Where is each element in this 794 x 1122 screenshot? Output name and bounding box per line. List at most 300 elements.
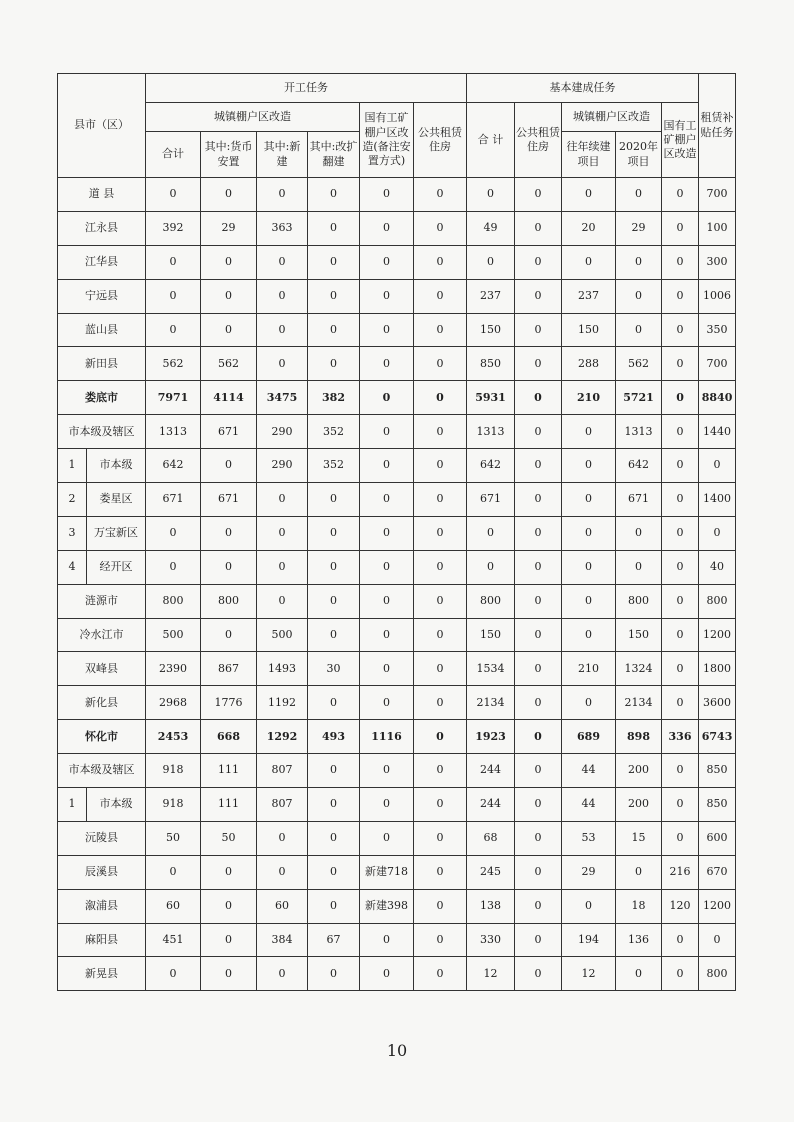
table-cell: 0	[662, 584, 699, 618]
table-cell: 0	[308, 957, 360, 991]
table-cell: 100	[699, 211, 736, 245]
table-cell: 0	[662, 652, 699, 686]
table-body	[58, 178, 736, 991]
table-cell: 0	[201, 516, 257, 550]
table-cell: 0	[308, 550, 360, 584]
table-row	[58, 178, 736, 212]
table-cell: 2134	[467, 686, 515, 720]
row-name: 沅陵县	[58, 821, 146, 855]
table-cell: 0	[662, 516, 699, 550]
table-cell: 0	[515, 178, 562, 212]
table-cell: 800	[616, 584, 662, 618]
table-cell: 0	[414, 211, 467, 245]
table-row	[58, 788, 736, 822]
row-name: 市本级	[87, 788, 146, 822]
table-row	[58, 652, 736, 686]
table-cell: 0	[562, 550, 616, 584]
table-cell: 0	[257, 550, 308, 584]
table-cell: 0	[414, 618, 467, 652]
table-cell: 200	[616, 788, 662, 822]
table-cell: 0	[360, 347, 414, 381]
table-cell: 12	[467, 957, 515, 991]
table-cell: 392	[146, 211, 201, 245]
row-index: 1	[58, 788, 87, 822]
table-cell: 0	[414, 855, 467, 889]
table-cell: 0	[308, 788, 360, 822]
table-cell: 0	[562, 516, 616, 550]
table-cell: 493	[308, 720, 360, 754]
table-cell: 0	[308, 889, 360, 923]
table-cell: 0	[515, 347, 562, 381]
table-cell: 0	[515, 245, 562, 279]
table-cell: 150	[562, 313, 616, 347]
table-cell: 352	[308, 449, 360, 483]
table-cell: 0	[257, 347, 308, 381]
table-row	[58, 516, 736, 550]
table-cell: 800	[699, 584, 736, 618]
table-cell: 0	[515, 923, 562, 957]
table-cell: 336	[662, 720, 699, 754]
table-cell: 0	[662, 821, 699, 855]
table-cell: 29	[562, 855, 616, 889]
table-cell: 0	[414, 245, 467, 279]
table-cell: 671	[467, 483, 515, 517]
row-name: 涟源市	[58, 584, 146, 618]
table-cell: 0	[515, 313, 562, 347]
table-cell: 671	[201, 483, 257, 517]
table-cell: 0	[562, 584, 616, 618]
table-cell: 0	[662, 381, 699, 415]
table-cell: 0	[308, 686, 360, 720]
table-cell: 0	[201, 178, 257, 212]
row-name: 双峰县	[58, 652, 146, 686]
table-cell: 671	[146, 483, 201, 517]
table-cell: 0	[308, 347, 360, 381]
table-cell: 1200	[699, 889, 736, 923]
table-cell: 0	[414, 279, 467, 313]
table-cell: 0	[146, 245, 201, 279]
table-cell: 0	[414, 720, 467, 754]
table-cell: 1006	[699, 279, 736, 313]
table-cell: 0	[515, 211, 562, 245]
table-cell: 0	[360, 788, 414, 822]
table-cell: 0	[414, 788, 467, 822]
table-cell: 0	[515, 652, 562, 686]
header-public-rental: 公共租赁住房	[414, 103, 467, 178]
table-cell: 0	[662, 279, 699, 313]
table-cell: 0	[146, 178, 201, 212]
table-cell: 150	[616, 618, 662, 652]
table-cell: 29	[201, 211, 257, 245]
table-cell: 0	[201, 855, 257, 889]
table-cell: 67	[308, 923, 360, 957]
table-row	[58, 245, 736, 279]
table-cell: 0	[308, 178, 360, 212]
table-cell: 0	[257, 516, 308, 550]
table-cell: 12	[562, 957, 616, 991]
row-name: 市本级及辖区	[58, 754, 146, 788]
table-cell: 4114	[201, 381, 257, 415]
table-row	[58, 923, 736, 957]
table-cell: 0	[562, 889, 616, 923]
table-cell: 850	[699, 788, 736, 822]
row-name: 市本级及辖区	[58, 415, 146, 449]
table-cell: 6743	[699, 720, 736, 754]
table-cell: 0	[467, 550, 515, 584]
table-cell: 0	[257, 279, 308, 313]
table-cell: 15	[616, 821, 662, 855]
table-cell: 0	[201, 245, 257, 279]
table-cell: 0	[515, 449, 562, 483]
table-cell: 1776	[201, 686, 257, 720]
table-cell: 0	[662, 211, 699, 245]
table-cell: 8840	[699, 381, 736, 415]
header-basic-total: 合 计	[467, 103, 515, 178]
table-cell: 642	[467, 449, 515, 483]
table-cell: 120	[662, 889, 699, 923]
table-cell: 216	[662, 855, 699, 889]
table-cell: 0	[201, 957, 257, 991]
table-row	[58, 381, 736, 415]
table-cell: 0	[699, 923, 736, 957]
table-cell: 288	[562, 347, 616, 381]
table-cell: 800	[146, 584, 201, 618]
table-cell: 50	[146, 821, 201, 855]
header-urban-renovation: 城镇棚户区改造	[146, 103, 360, 132]
table-cell: 0	[515, 855, 562, 889]
table-cell: 0	[414, 449, 467, 483]
table-cell: 210	[562, 381, 616, 415]
table-cell: 0	[515, 821, 562, 855]
row-name: 娄底市	[58, 381, 146, 415]
table-cell: 451	[146, 923, 201, 957]
table-cell: 1313	[146, 415, 201, 449]
table-cell: 800	[699, 957, 736, 991]
row-name: 怀化市	[58, 720, 146, 754]
table-cell: 新建398	[360, 889, 414, 923]
table-cell: 0	[414, 516, 467, 550]
table-cell: 136	[616, 923, 662, 957]
table-cell: 0	[360, 449, 414, 483]
row-name: 万宝新区	[87, 516, 146, 550]
table-cell: 382	[308, 381, 360, 415]
row-name: 溆浦县	[58, 889, 146, 923]
table-cell: 0	[201, 313, 257, 347]
header-basic-state-mine: 国有工矿棚户区改造	[662, 103, 699, 178]
table-cell: 0	[360, 957, 414, 991]
table-cell: 0	[360, 516, 414, 550]
header-of-cash: 其中:货币安置	[201, 132, 257, 178]
table-cell: 0	[662, 754, 699, 788]
table-row	[58, 686, 736, 720]
table-row	[58, 618, 736, 652]
table-cell: 500	[257, 618, 308, 652]
table-row	[58, 279, 736, 313]
table-cell: 0	[360, 686, 414, 720]
table-cell: 0	[308, 211, 360, 245]
table-cell: 150	[467, 618, 515, 652]
table-cell: 0	[616, 957, 662, 991]
table-cell: 0	[515, 957, 562, 991]
table-cell: 0	[616, 279, 662, 313]
table-cell: 2453	[146, 720, 201, 754]
table-row	[58, 855, 736, 889]
table-cell: 700	[699, 178, 736, 212]
table-cell: 0	[699, 516, 736, 550]
table-cell: 0	[515, 889, 562, 923]
table-cell: 245	[467, 855, 515, 889]
table-cell: 350	[699, 313, 736, 347]
table-cell: 0	[616, 313, 662, 347]
table-cell: 0	[414, 313, 467, 347]
header-basic-urban: 城镇棚户区改造	[562, 103, 662, 132]
row-name: 麻阳县	[58, 923, 146, 957]
table-cell: 0	[360, 279, 414, 313]
table-cell: 244	[467, 754, 515, 788]
table-cell: 0	[201, 279, 257, 313]
table-cell: 40	[699, 550, 736, 584]
table-cell: 1534	[467, 652, 515, 686]
table-cell: 0	[360, 923, 414, 957]
table-cell: 0	[467, 516, 515, 550]
table-cell: 0	[201, 618, 257, 652]
table-cell: 0	[257, 313, 308, 347]
row-name: 蓝山县	[58, 313, 146, 347]
table-cell: 918	[146, 788, 201, 822]
table-cell: 500	[146, 618, 201, 652]
table-cell: 0	[616, 516, 662, 550]
table-cell: 807	[257, 754, 308, 788]
table-cell: 0	[414, 686, 467, 720]
table-cell: 0	[360, 245, 414, 279]
table-cell: 0	[515, 720, 562, 754]
table-cell: 807	[257, 788, 308, 822]
header-prev-year: 往年续建项目	[562, 132, 616, 178]
table-cell: 0	[360, 211, 414, 245]
table-cell: 0	[146, 855, 201, 889]
table-cell: 0	[562, 686, 616, 720]
table-cell: 0	[360, 652, 414, 686]
table-cell: 0	[662, 313, 699, 347]
table-cell: 30	[308, 652, 360, 686]
row-name: 江永县	[58, 211, 146, 245]
task-table	[57, 73, 736, 991]
header-total: 合计	[146, 132, 201, 178]
table-cell: 49	[467, 211, 515, 245]
table-cell: 1400	[699, 483, 736, 517]
table-cell: 642	[616, 449, 662, 483]
table-cell: 0	[414, 889, 467, 923]
table-cell: 1923	[467, 720, 515, 754]
table-cell: 0	[414, 957, 467, 991]
table-cell: 1200	[699, 618, 736, 652]
table-cell: 600	[699, 821, 736, 855]
table-cell: 700	[699, 347, 736, 381]
table-cell: 800	[201, 584, 257, 618]
table-cell: 0	[308, 754, 360, 788]
table-cell: 0	[201, 923, 257, 957]
table-cell: 0	[257, 957, 308, 991]
table-cell: 44	[562, 754, 616, 788]
table-cell: 0	[515, 584, 562, 618]
table-cell: 2390	[146, 652, 201, 686]
header-basic-public-rental: 公共租赁住房	[515, 103, 562, 178]
table-cell: 0	[414, 483, 467, 517]
table-cell: 0	[562, 449, 616, 483]
table-cell: 0	[562, 245, 616, 279]
row-name: 辰溪县	[58, 855, 146, 889]
table-cell: 150	[467, 313, 515, 347]
table-cell: 330	[467, 923, 515, 957]
table-row	[58, 313, 736, 347]
table-cell: 0	[662, 178, 699, 212]
table-cell: 29	[616, 211, 662, 245]
table-cell: 918	[146, 754, 201, 788]
row-name: 娄星区	[87, 483, 146, 517]
table-cell: 0	[308, 313, 360, 347]
page-number: 10	[386, 1041, 408, 1060]
row-index: 1	[58, 449, 87, 483]
table-row	[58, 957, 736, 991]
table-cell: 0	[562, 618, 616, 652]
table-cell: 850	[699, 754, 736, 788]
header-basic-task: 基本建成任务	[467, 74, 699, 103]
table-cell: 290	[257, 449, 308, 483]
table-row	[58, 347, 736, 381]
table-row	[58, 449, 736, 483]
row-name: 新田县	[58, 347, 146, 381]
table-cell: 60	[257, 889, 308, 923]
table-cell: 0	[308, 483, 360, 517]
table-cell: 0	[515, 686, 562, 720]
table-cell: 0	[515, 754, 562, 788]
table-cell: 1800	[699, 652, 736, 686]
table-cell: 562	[616, 347, 662, 381]
table-cell: 44	[562, 788, 616, 822]
header-state-mine: 国有工矿棚户区改造(备注安置方式)	[360, 103, 414, 178]
table-cell: 0	[414, 347, 467, 381]
row-index: 2	[58, 483, 87, 517]
table-cell: 0	[360, 415, 414, 449]
table-cell: 0	[515, 550, 562, 584]
table-cell: 562	[146, 347, 201, 381]
table-cell: 0	[414, 584, 467, 618]
row-name: 经开区	[87, 550, 146, 584]
table-cell: 0	[146, 516, 201, 550]
table-cell: 363	[257, 211, 308, 245]
table-cell: 0	[414, 754, 467, 788]
table-cell: 1493	[257, 652, 308, 686]
table-row	[58, 889, 736, 923]
header-rent-subsidy: 租赁补贴任务	[699, 74, 736, 178]
table-cell: 0	[562, 415, 616, 449]
table-cell: 0	[360, 483, 414, 517]
row-name: 道 县	[58, 178, 146, 212]
table-cell: 新建718	[360, 855, 414, 889]
table-cell: 0	[515, 516, 562, 550]
row-index: 3	[58, 516, 87, 550]
table-cell: 0	[257, 483, 308, 517]
table-cell: 0	[515, 381, 562, 415]
row-name: 江华县	[58, 245, 146, 279]
table-cell: 800	[467, 584, 515, 618]
table-cell: 0	[414, 415, 467, 449]
table-cell: 0	[662, 788, 699, 822]
table-row	[58, 415, 736, 449]
table-cell: 0	[257, 855, 308, 889]
table-cell: 0	[146, 279, 201, 313]
table-cell: 210	[562, 652, 616, 686]
table-cell: 0	[662, 415, 699, 449]
table-cell: 2968	[146, 686, 201, 720]
table-cell: 352	[308, 415, 360, 449]
table-cell: 1116	[360, 720, 414, 754]
header-start-task: 开工任务	[146, 74, 467, 103]
header-county: 县市（区）	[58, 74, 146, 178]
table-cell: 0	[360, 821, 414, 855]
table-cell: 0	[616, 550, 662, 584]
table-cell: 0	[467, 178, 515, 212]
table-cell: 0	[616, 855, 662, 889]
table-cell: 111	[201, 788, 257, 822]
table-cell: 0	[515, 483, 562, 517]
table-cell: 0	[662, 686, 699, 720]
table-cell: 0	[146, 550, 201, 584]
header-of-expand: 其中:改扩翻建	[308, 132, 360, 178]
header-year-2020: 2020年项目	[616, 132, 662, 178]
table-cell: 0	[308, 279, 360, 313]
table-cell: 1313	[616, 415, 662, 449]
table-cell: 670	[699, 855, 736, 889]
table-cell: 0	[257, 245, 308, 279]
table-cell: 689	[562, 720, 616, 754]
table-cell: 384	[257, 923, 308, 957]
table-cell: 0	[360, 584, 414, 618]
row-name: 宁远县	[58, 279, 146, 313]
table-cell: 0	[308, 516, 360, 550]
table-cell: 60	[146, 889, 201, 923]
table-cell: 0	[662, 347, 699, 381]
table-row	[58, 720, 736, 754]
table-cell: 0	[414, 923, 467, 957]
table-row	[58, 584, 736, 618]
table-cell: 138	[467, 889, 515, 923]
table-cell: 0	[201, 449, 257, 483]
table-row	[58, 483, 736, 517]
table-cell: 0	[662, 618, 699, 652]
table-row	[58, 754, 736, 788]
table-cell: 0	[662, 449, 699, 483]
table-cell: 0	[414, 381, 467, 415]
table-cell: 0	[699, 449, 736, 483]
table-cell: 7971	[146, 381, 201, 415]
table-cell: 0	[201, 889, 257, 923]
table-cell: 0	[414, 821, 467, 855]
table-cell: 0	[414, 652, 467, 686]
table-cell: 194	[562, 923, 616, 957]
table-cell: 0	[414, 178, 467, 212]
table-cell: 668	[201, 720, 257, 754]
table-cell: 0	[616, 178, 662, 212]
table-cell: 0	[257, 584, 308, 618]
table-cell: 850	[467, 347, 515, 381]
table-cell: 0	[201, 550, 257, 584]
table-cell: 0	[467, 245, 515, 279]
table-cell: 18	[616, 889, 662, 923]
table-cell: 642	[146, 449, 201, 483]
row-name: 市本级	[87, 449, 146, 483]
row-index: 4	[58, 550, 87, 584]
